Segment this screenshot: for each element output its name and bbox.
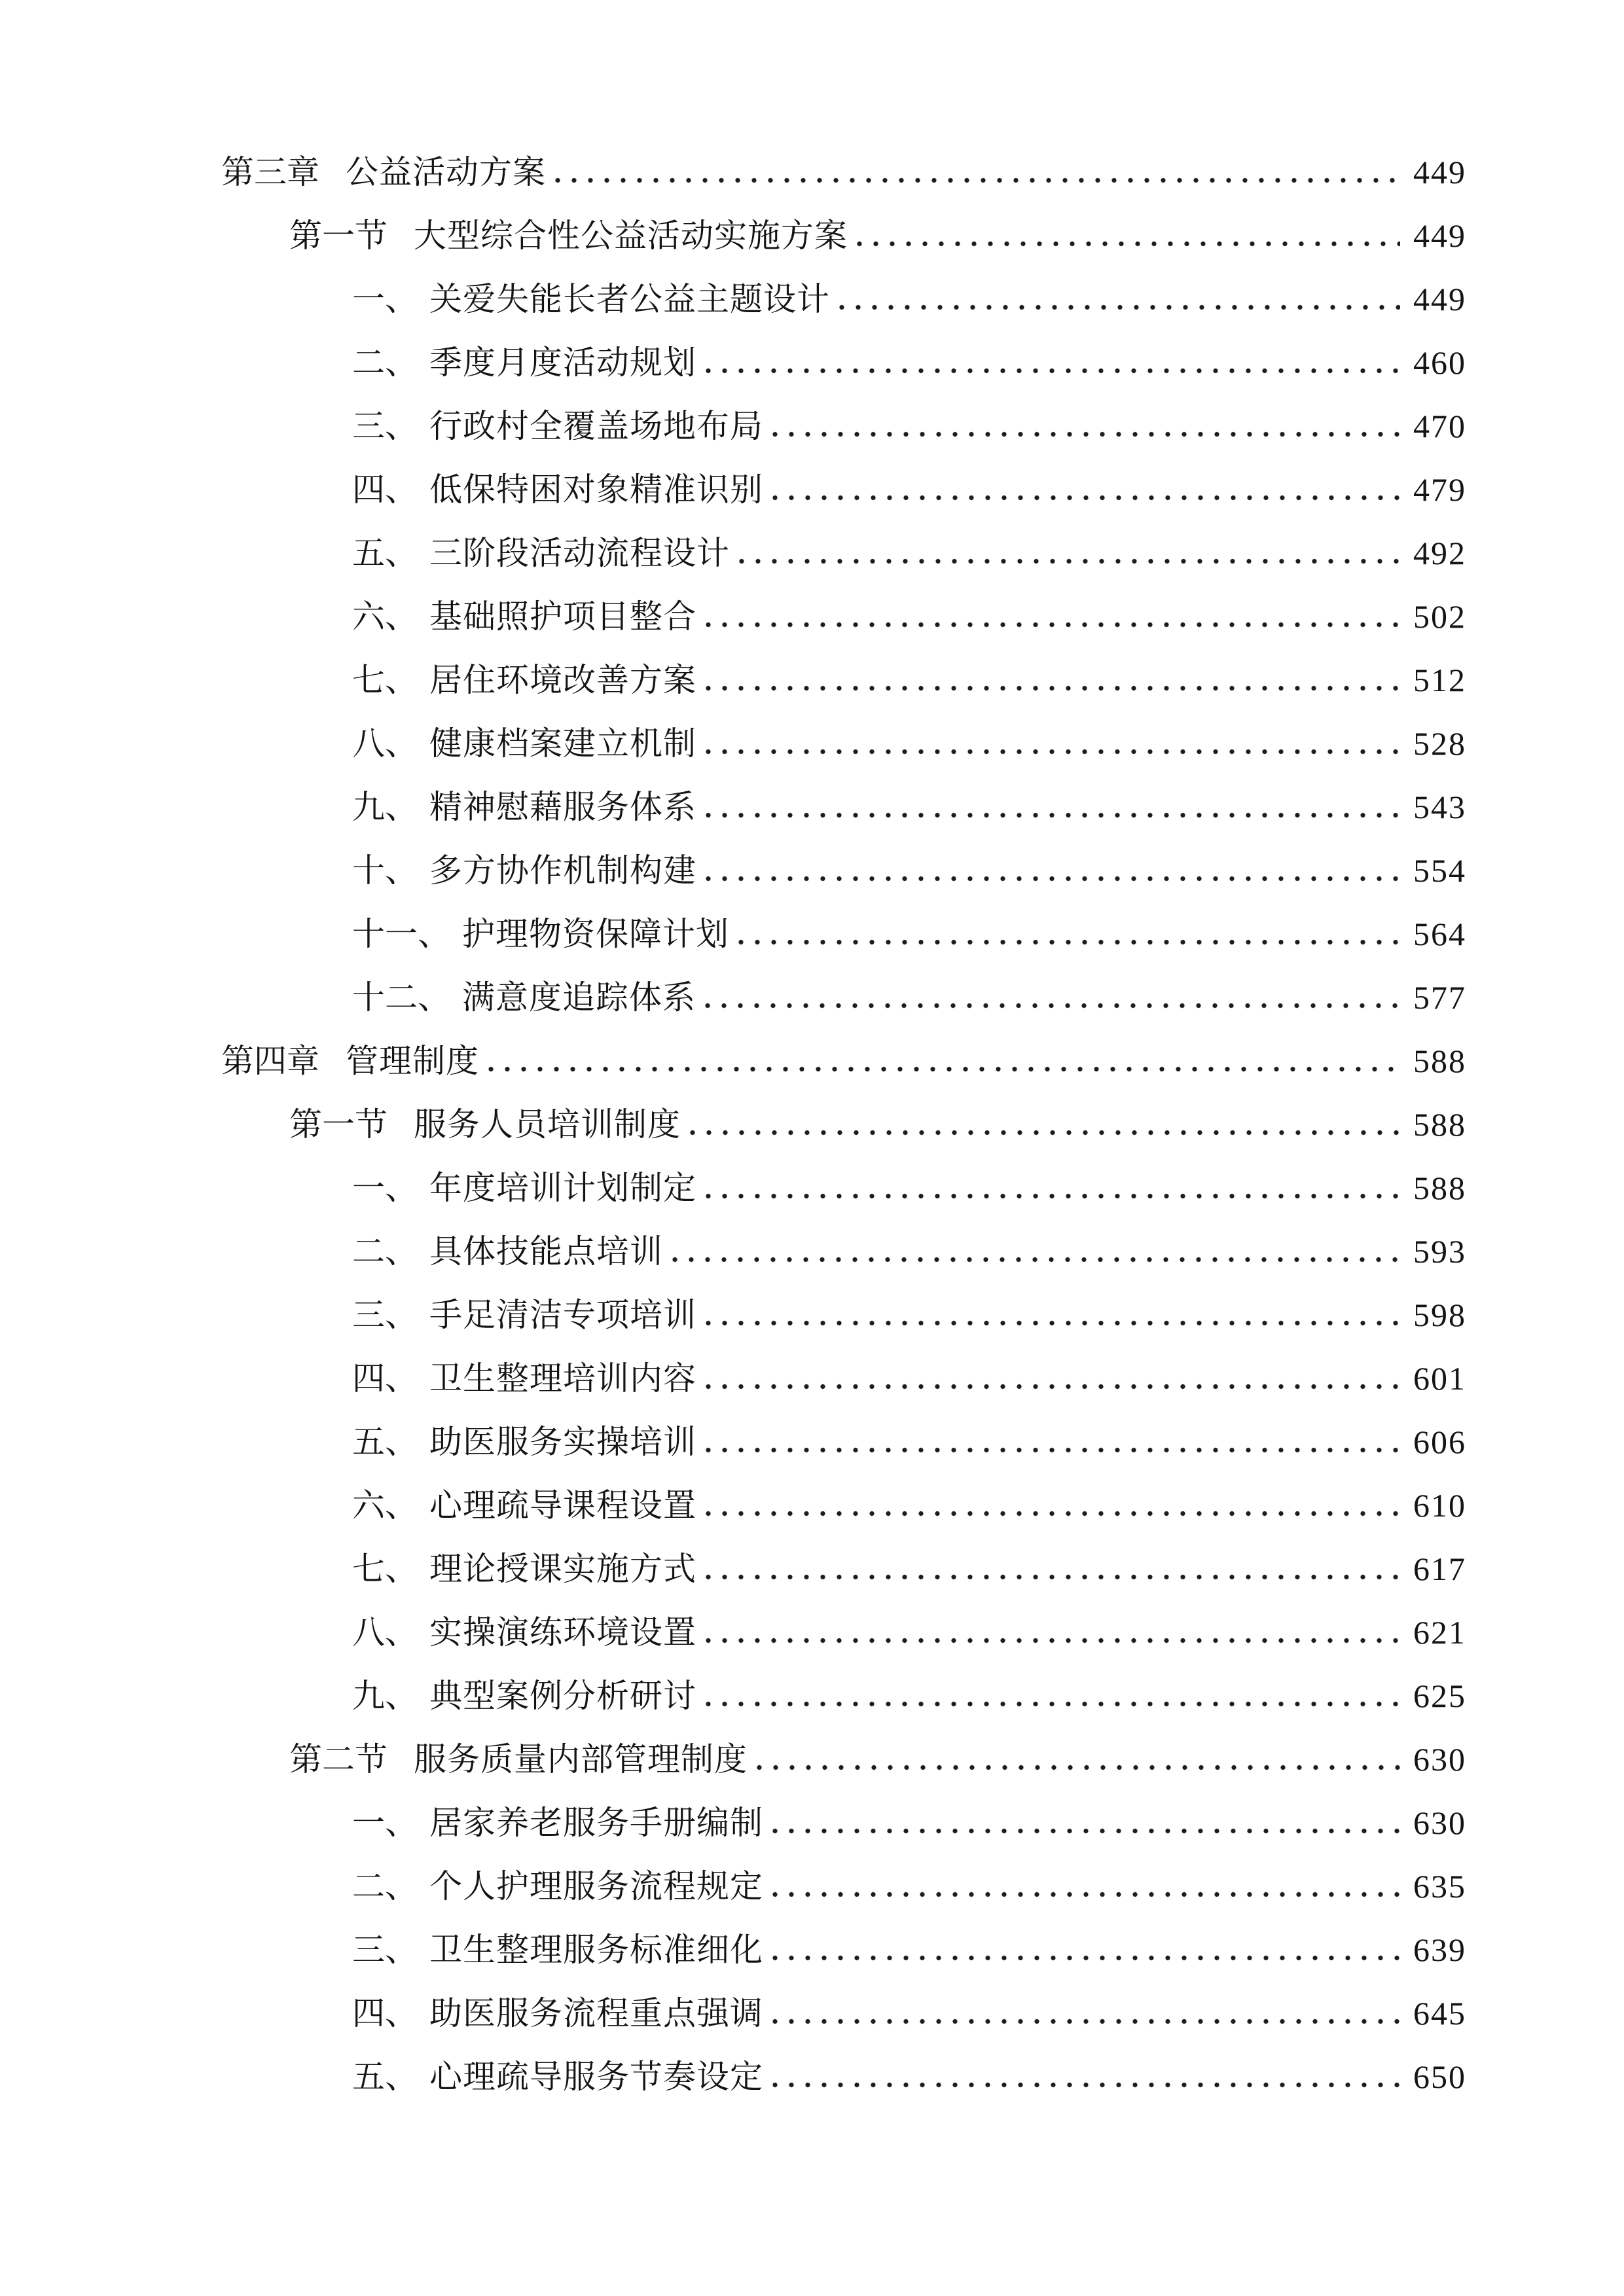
dot-leader	[706, 876, 1400, 882]
toc-entry-title: 手足清洁专项培训	[429, 1297, 696, 1333]
toc-entry-title: 健康档案建立机制	[429, 725, 696, 762]
toc-entry-number: 二、	[352, 1868, 418, 1905]
dot-leader	[772, 2082, 1400, 2088]
dot-leader	[772, 1828, 1400, 1834]
dot-leader	[672, 1257, 1400, 1263]
toc-entry-page: 512	[1413, 662, 1466, 698]
toc-entry-title: 季度月度活动规划	[429, 344, 696, 381]
toc-entry-number: 八、	[352, 1614, 418, 1651]
toc-entry-page: 630	[1413, 1741, 1466, 1778]
toc-entry[interactable]	[0, 458, 1466, 522]
toc-entry-title: 心理疏导课程设置	[429, 1487, 696, 1524]
dot-leader	[772, 495, 1400, 501]
toc-entry-page: 588	[1413, 1106, 1466, 1143]
toc-entry-number: 十、	[352, 852, 418, 889]
toc-entry-number: 五、	[352, 2058, 418, 2095]
toc-entry[interactable]	[0, 1664, 1466, 1728]
dot-leader	[706, 1193, 1400, 1199]
dot-leader	[772, 1955, 1400, 1961]
toc-entry-number: 八、	[352, 725, 418, 762]
toc-entry-title: 基础照护项目整合	[429, 598, 696, 635]
toc-entry-number: 十一、	[352, 916, 450, 952]
toc-entry-title: 卫生整理培训内容	[429, 1360, 696, 1397]
dot-leader	[739, 558, 1400, 564]
toc-entry-number: 第三章	[221, 154, 319, 190]
toc-entry-title: 精神慰藉服务体系	[429, 789, 696, 825]
toc-entry[interactable]	[0, 1728, 1466, 1791]
toc-entry-number: 第四章	[221, 1043, 319, 1079]
toc-entry[interactable]	[0, 1093, 1466, 1157]
toc-entry-page: 630	[1413, 1804, 1466, 1841]
toc-entry-title: 公益活动方案	[346, 154, 546, 190]
toc-entry[interactable]	[0, 776, 1466, 839]
dot-leader	[706, 812, 1400, 818]
dot-leader	[757, 1765, 1400, 1770]
toc-entry-page: 610	[1413, 1487, 1466, 1524]
toc-entry-page: 635	[1413, 1868, 1466, 1905]
dot-leader	[706, 368, 1400, 374]
toc-entry[interactable]	[0, 649, 1466, 712]
toc-entry-page: 625	[1413, 1677, 1466, 1714]
toc-entry-title: 满意度追踪体系	[462, 979, 696, 1016]
toc-entry-title: 理论授课实施方式	[429, 1551, 696, 1587]
toc-entry-title: 多方协作机制构建	[429, 852, 696, 889]
toc-entry-title: 服务人员培训制度	[414, 1106, 681, 1143]
toc-entry[interactable]	[0, 1220, 1466, 1283]
toc-entry-title: 居家养老服务手册编制	[429, 1804, 763, 1841]
toc-entry-page: 554	[1413, 852, 1466, 889]
toc-entry[interactable]	[0, 966, 1466, 1030]
toc-entry-number: 五、	[352, 1424, 418, 1460]
toc-entry-page: 492	[1413, 535, 1466, 571]
toc-entry[interactable]	[0, 2045, 1466, 2109]
toc-entry-title: 低保特困对象精准识别	[429, 471, 763, 508]
toc-entry-title: 具体技能点培训	[429, 1233, 663, 1270]
toc-entry-page: 593	[1413, 1233, 1466, 1270]
toc-entry-page: 577	[1413, 979, 1466, 1016]
toc-entry[interactable]	[0, 1982, 1466, 2045]
toc-entry-number: 三、	[352, 408, 418, 444]
dot-leader	[706, 1701, 1400, 1707]
toc-entry-title: 心理疏导服务节奏设定	[429, 2058, 763, 2095]
toc-entry[interactable]	[0, 141, 1466, 204]
toc-entry-number: 第一节	[289, 1106, 388, 1143]
dot-leader	[839, 304, 1400, 310]
toc-entry-page: 650	[1413, 2058, 1466, 2095]
toc-entry-number: 一、	[352, 1170, 418, 1206]
dot-leader	[705, 1003, 1400, 1009]
dot-leader	[488, 1066, 1400, 1072]
toc-entry[interactable]	[0, 585, 1466, 649]
toc-entry-page: 639	[1413, 1931, 1466, 1968]
toc-entry-number: 七、	[352, 662, 418, 698]
dot-leader	[706, 1511, 1400, 1516]
toc-entry-number: 五、	[352, 535, 418, 571]
toc-entry[interactable]	[0, 1918, 1466, 1982]
toc-entry[interactable]	[0, 395, 1466, 458]
toc-entry-number: 一、	[352, 281, 418, 317]
toc-entry[interactable]	[0, 903, 1466, 966]
toc-entry-page: 502	[1413, 598, 1466, 635]
toc-entry-page: 621	[1413, 1614, 1466, 1651]
dot-leader	[706, 622, 1400, 628]
dot-leader	[738, 939, 1400, 945]
toc-entry[interactable]	[0, 204, 1466, 268]
toc-entry-number: 七、	[352, 1551, 418, 1587]
toc-entry-title: 三阶段活动流程设计	[429, 535, 730, 571]
toc-entry[interactable]	[0, 1283, 1466, 1347]
toc-entry-number: 四、	[352, 1995, 418, 2032]
toc-entry[interactable]	[0, 522, 1466, 585]
toc-entry-page: 470	[1413, 408, 1466, 444]
toc-entry-page: 588	[1413, 1170, 1466, 1206]
dot-leader	[706, 1384, 1400, 1390]
toc-entry-title: 个人护理服务流程规定	[429, 1868, 763, 1905]
dot-leader	[772, 2018, 1400, 2024]
toc-entry[interactable]	[0, 1030, 1466, 1093]
dot-leader	[857, 241, 1400, 247]
dot-leader	[706, 1574, 1400, 1580]
toc-entry-number: 六、	[352, 1487, 418, 1524]
toc-entry-title: 助医服务流程重点强调	[429, 1995, 763, 2032]
toc-entry-page: 645	[1413, 1995, 1466, 2032]
toc-entry-number: 十二、	[352, 979, 450, 1016]
toc-entry-title: 关爱失能长者公益主题设计	[429, 281, 830, 317]
toc-entry[interactable]	[0, 1474, 1466, 1537]
dot-leader	[706, 1447, 1400, 1453]
toc-entry[interactable]	[0, 268, 1466, 331]
toc-entry-page: 449	[1413, 154, 1466, 190]
toc-entry-page: 528	[1413, 725, 1466, 762]
dot-leader	[690, 1130, 1400, 1136]
toc-entry-title: 年度培训计划制定	[429, 1170, 696, 1206]
dot-leader	[555, 177, 1400, 183]
toc-entry-number: 九、	[352, 1677, 418, 1714]
toc-entry-page: 588	[1413, 1043, 1466, 1079]
dot-leader	[706, 685, 1400, 691]
toc-entry-title: 管理制度	[346, 1043, 479, 1079]
toc-entry-number: 九、	[352, 789, 418, 825]
toc-entry[interactable]	[0, 712, 1466, 776]
toc-entry-number: 六、	[352, 598, 418, 635]
dot-leader	[772, 1892, 1400, 1897]
toc-entry[interactable]	[0, 1537, 1466, 1601]
toc-entry-page: 449	[1413, 217, 1466, 254]
toc-entry-number: 二、	[352, 1233, 418, 1270]
dot-leader	[772, 431, 1400, 437]
toc-entry-title: 卫生整理服务标准细化	[429, 1931, 763, 1968]
toc-entry-page: 479	[1413, 471, 1466, 508]
toc-entry-number: 一、	[352, 1804, 418, 1841]
toc-entry-title: 服务质量内部管理制度	[414, 1741, 748, 1778]
toc-entry-page: 606	[1413, 1424, 1466, 1460]
toc-entry[interactable]	[0, 839, 1466, 903]
toc-entry[interactable]	[0, 1601, 1466, 1664]
dot-leader	[706, 1638, 1400, 1643]
toc-entry-title: 助医服务实操培训	[429, 1424, 696, 1460]
toc-entry-page: 564	[1413, 916, 1466, 952]
dot-leader	[706, 1320, 1400, 1326]
toc-entry-page: 449	[1413, 281, 1466, 317]
toc-entry-number: 四、	[352, 1360, 418, 1397]
toc-entry[interactable]	[0, 1791, 1466, 1855]
toc-entry-page: 601	[1413, 1360, 1466, 1397]
toc-entry-number: 四、	[352, 471, 418, 508]
dot-leader	[706, 749, 1400, 755]
toc-entry-title: 行政村全覆盖场地布局	[429, 408, 763, 444]
toc-entry-page: 460	[1413, 344, 1466, 381]
toc-entry-number: 三、	[352, 1931, 418, 1968]
toc-entry[interactable]	[0, 1157, 1466, 1220]
toc-entry-page: 598	[1413, 1297, 1466, 1333]
toc-entry-number: 第一节	[289, 217, 388, 254]
toc-entry[interactable]	[0, 1410, 1466, 1474]
toc-entry[interactable]	[0, 1855, 1466, 1918]
toc-entry-title: 护理物资保障计划	[462, 916, 729, 952]
toc-entry-number: 二、	[352, 344, 418, 381]
toc-entry-page: 543	[1413, 789, 1466, 825]
toc-entry-number: 三、	[352, 1297, 418, 1333]
toc-entry-title: 居住环境改善方案	[429, 662, 696, 698]
toc-entry-title: 典型案例分析研讨	[429, 1677, 696, 1714]
toc-entry-page: 617	[1413, 1551, 1466, 1587]
toc-entry-title: 实操演练环境设置	[429, 1614, 696, 1651]
toc-entry-title: 大型综合性公益活动实施方案	[414, 217, 848, 254]
toc-entry[interactable]	[0, 331, 1466, 395]
toc-entry-number: 第二节	[289, 1741, 388, 1778]
toc-entry[interactable]	[0, 1347, 1466, 1410]
